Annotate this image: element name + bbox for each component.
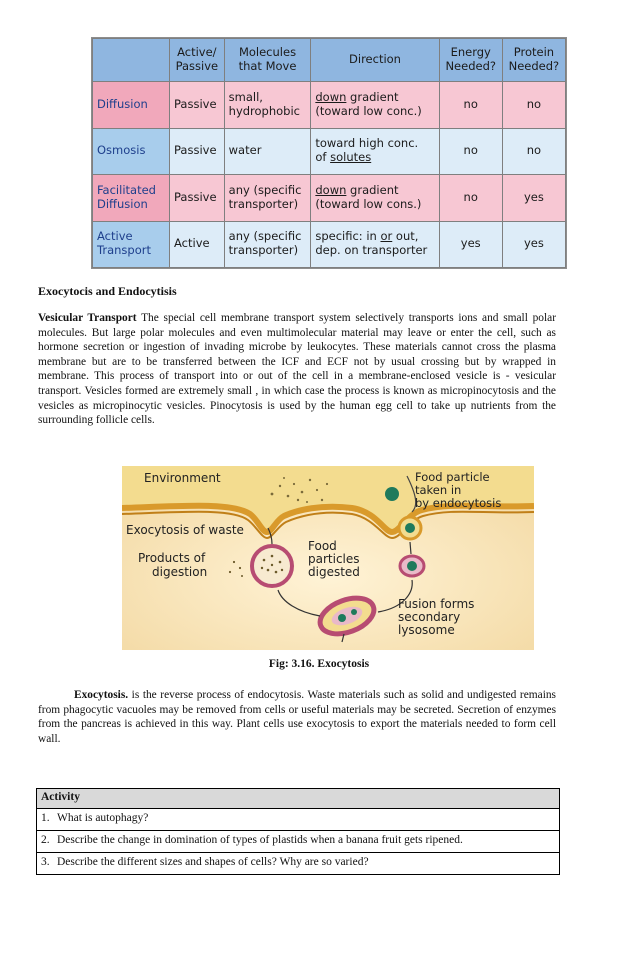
row-molecules: any (specific transporter) bbox=[224, 221, 311, 268]
direction-rest: toward high conc. of bbox=[315, 136, 419, 165]
products-label: Products of bbox=[138, 551, 206, 565]
row-mode: Passive bbox=[170, 82, 225, 129]
section-heading: Exocytocis and Endocytisis bbox=[38, 284, 177, 298]
header-cell-blank bbox=[93, 39, 170, 82]
activity-item bbox=[37, 853, 559, 874]
header-direction: Direction bbox=[311, 39, 439, 82]
activity-item-number: 2. bbox=[41, 834, 50, 846]
header-molecules: Molecules that Move bbox=[224, 39, 311, 82]
row-molecules: water bbox=[224, 128, 311, 175]
food-digested-label: particles bbox=[308, 552, 360, 566]
direction-underlined: down bbox=[315, 89, 347, 104]
row-mode: Passive bbox=[170, 128, 225, 175]
table-row bbox=[93, 82, 566, 129]
vesicular-transport-paragraph bbox=[38, 311, 556, 428]
row-direction bbox=[311, 82, 439, 129]
row-energy: yes bbox=[439, 221, 502, 268]
table-row bbox=[93, 175, 566, 222]
direction-rest: out, dep. on transporter bbox=[315, 229, 428, 258]
row-protein: yes bbox=[502, 175, 565, 222]
header-protein: Protein Needed? bbox=[502, 39, 565, 82]
direction-rest: specific: in bbox=[315, 229, 381, 244]
food-particle-vesicle bbox=[405, 523, 415, 533]
activity-box bbox=[36, 788, 560, 875]
direction-underlined: down bbox=[315, 182, 347, 197]
environment-label: Environment bbox=[144, 471, 221, 485]
food-particle-label: by endocytosis bbox=[415, 496, 502, 510]
table-row bbox=[93, 128, 566, 175]
row-protein: yes bbox=[502, 221, 565, 268]
row-mode: Active bbox=[170, 221, 225, 268]
row-protein: no bbox=[502, 82, 565, 129]
direction-underlined: solutes bbox=[330, 150, 372, 165]
row-process: Diffusion bbox=[93, 82, 170, 129]
activity-item bbox=[37, 809, 559, 831]
food-digested-label: Food bbox=[308, 539, 337, 553]
row-molecules: small, hydrophobic bbox=[224, 82, 311, 129]
food-particle-lysosome bbox=[407, 561, 417, 571]
header-energy: Energy Needed? bbox=[439, 39, 502, 82]
paragraph-lead: Exocytosis. bbox=[74, 689, 129, 701]
direction-rest: gradient (toward low conc.) bbox=[315, 89, 422, 118]
row-process: Facilitated Diffusion bbox=[93, 175, 170, 222]
row-energy: no bbox=[439, 175, 502, 222]
row-process: Active Transport bbox=[93, 221, 170, 268]
row-process: Osmosis bbox=[93, 128, 170, 175]
paragraph-text: is the reverse process of endocytosis. Waste materials such as solid and undigested remains from phagocytic vacuoles may be removed from cells or useful materials may be secreted. Secretion of enzymes from the pancreas is achieved in this way. Plant cells use exocytosis to export the materials needed to form cell wall. bbox=[38, 689, 556, 745]
row-protein: no bbox=[502, 128, 565, 175]
food-particle-outside bbox=[385, 487, 399, 501]
exocytosis-label: Exocytosis of waste bbox=[126, 523, 244, 537]
activity-item-number: 3. bbox=[41, 856, 50, 868]
row-molecules: any (specific transporter) bbox=[224, 175, 311, 222]
food-particle-fusion bbox=[351, 609, 357, 615]
fusion-label: lysosome bbox=[398, 623, 455, 637]
paragraph-text: The special cell membrane transport system selectively transports ions and small polar molecules. But large polar molecules and even multimolecular material may leave or enter the cell, such as hormone secretion or ingestion of invading microbe by leukocytes. These materials cannot cross the plasma membrane but are to be transferred between the ICF and ECF not by usual crossing but by wrapped in membrane. This process of transport into or out of the cell in a membrane-enclosed vesicle is - vesicular transport. Vesicles formed are extremely small , in which case the process is known as micropinocytosis and the vesicles as micropinocytic vesicles. Pinocytosis is used by the human egg cell to take up nutrients from the surrounding follicle cells. bbox=[38, 312, 556, 427]
food-digested-label: digested bbox=[308, 565, 360, 579]
row-mode: Passive bbox=[170, 175, 225, 222]
activity-item-text: Describe the different sizes and shapes of cells? Why are so varied? bbox=[57, 856, 369, 868]
activity-title: Activity bbox=[37, 789, 559, 809]
direction-underlined: or bbox=[380, 229, 393, 244]
exocytosis-paragraph bbox=[38, 688, 556, 746]
direction-rest: gradient (toward low cons.) bbox=[315, 182, 422, 211]
figure-caption: Fig: 3.16. Exocytosis bbox=[268, 658, 370, 670]
row-direction bbox=[311, 221, 439, 268]
table-row bbox=[93, 221, 566, 268]
fusion-label: secondary bbox=[398, 610, 461, 624]
activity-item-text: Describe the change in domination of types of plastids when a banana fruit gets ripened. bbox=[57, 834, 463, 846]
food-particle-label: Food particle bbox=[415, 470, 490, 484]
food-particle-fusion bbox=[338, 614, 346, 622]
row-energy: no bbox=[439, 128, 502, 175]
row-direction bbox=[311, 128, 439, 175]
fusion-label: Fusion forms bbox=[398, 597, 475, 611]
transport-table bbox=[92, 38, 566, 268]
header-active-passive: Active/ Passive bbox=[170, 39, 225, 82]
activity-item bbox=[37, 831, 559, 853]
food-particle-label: taken in bbox=[415, 483, 462, 497]
table-header-row bbox=[93, 39, 566, 82]
row-energy: no bbox=[439, 82, 502, 129]
activity-item-number: 1. bbox=[41, 812, 50, 824]
exocytosis-figure bbox=[122, 466, 534, 650]
activity-item-text: What is autophagy? bbox=[57, 812, 149, 824]
row-direction bbox=[311, 175, 439, 222]
products-label: digestion bbox=[152, 565, 208, 579]
paragraph-lead: Vesicular Transport bbox=[38, 312, 137, 324]
